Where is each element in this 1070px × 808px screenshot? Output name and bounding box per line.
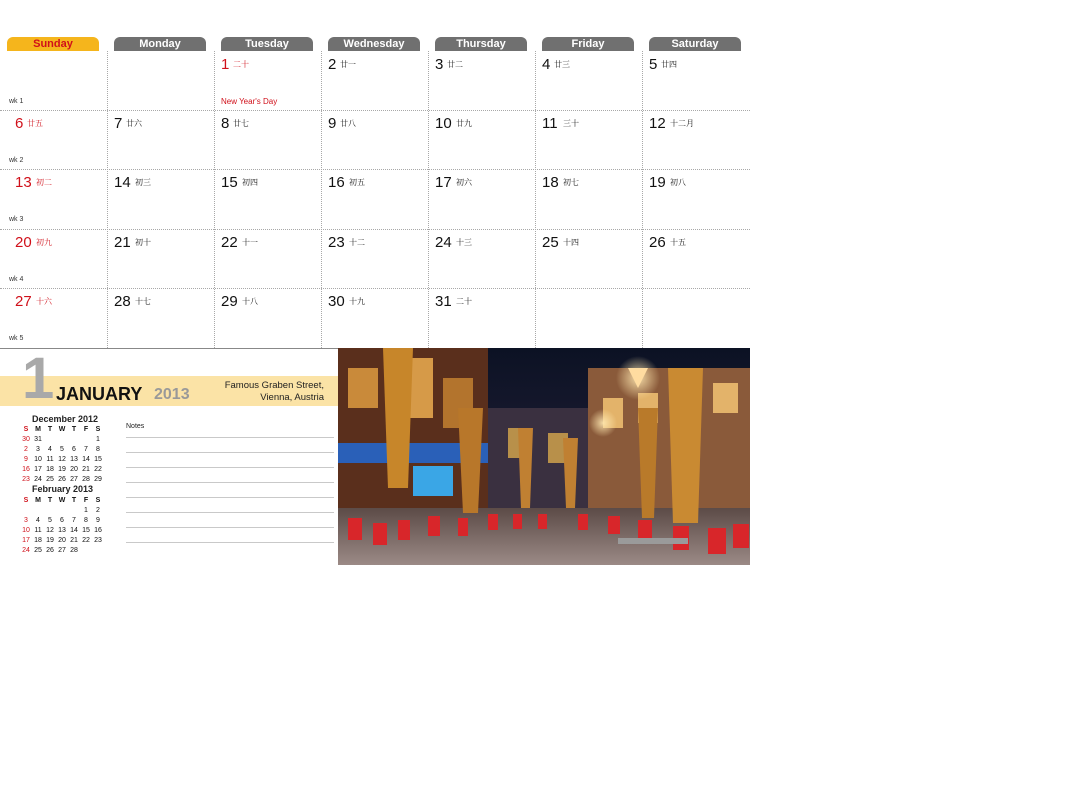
lunar-date: 初二 [36,178,52,187]
year-label: 2013 [154,386,190,403]
mini-weekday-label: M [35,497,41,504]
mini-calendar-next [20,496,104,556]
lunar-date: 廿七 [233,119,249,128]
day-number[interactable]: 1 [221,56,230,73]
day-number[interactable]: 7 [114,115,123,132]
day-header-tuesday: Tuesday [221,37,313,51]
mini-weekday-label: T [47,426,53,433]
lunar-date: 初八 [670,178,686,187]
copyright-text: © COPYRIGHT 2012 [1064,751,1070,808]
mini-day [80,435,92,445]
mini-day: 22 [94,466,102,473]
mini-day: 8 [96,446,100,453]
mini-weekday-label: F [83,497,89,504]
day-header-monday: Monday [114,37,206,51]
vienna-street-image [338,348,750,565]
grid-column-divider [428,51,429,348]
mini-day: 1 [96,436,100,443]
day-number[interactable]: 9 [328,115,337,132]
day-number[interactable]: 24 [435,234,452,251]
mini-day: 3 [36,446,40,453]
notes-line[interactable] [126,497,334,498]
day-number[interactable]: 25 [542,234,559,251]
notes-line[interactable] [126,452,334,453]
mini-day: 19 [46,537,54,544]
lunar-date: 十二月 [670,119,694,128]
mini-day [80,546,92,556]
mini-day: 4 [48,446,52,453]
lunar-date: 十六 [36,297,52,306]
mini-day: 14 [82,456,90,463]
day-number[interactable]: 10 [435,115,452,132]
day-number[interactable]: 28 [114,293,131,310]
lunar-date: 十三 [456,238,472,247]
mini-day: 2 [96,507,100,514]
day-number[interactable]: 19 [649,174,666,191]
notes-line[interactable] [126,542,334,543]
location-line-1: Famous Graben Street, [224,380,324,391]
mini-weekday-label: S [23,497,29,504]
week-number: wk 5 [9,335,24,342]
mini-day: 12 [58,456,66,463]
mini-day: 24 [34,476,42,483]
mini-weekday-label: W [58,426,66,433]
mini-day: 3 [24,517,28,524]
lunar-date: 廿一 [340,60,356,69]
location-line-2: Vienna, Austria [260,392,324,403]
mini-day-overflow: 30 [22,436,30,443]
day-number[interactable]: 17 [435,174,452,191]
mini-day: 16 [94,527,102,534]
day-number[interactable]: 20 [15,234,32,251]
lunar-date: 廿四 [661,60,677,69]
lunar-date: 十九 [349,297,365,306]
lunar-date: 廿二 [447,60,463,69]
mini-day [68,506,80,516]
lunar-date: 十四 [563,238,579,247]
mini-weekday-label: W [58,497,66,504]
day-number[interactable]: 5 [649,56,658,73]
mini-day: 23 [94,537,102,544]
mini-day: 4 [36,517,40,524]
grid-column-divider [642,51,643,348]
mini-day: 18 [46,466,54,473]
month-name: JANUARY [56,384,143,404]
notes-line[interactable] [126,437,334,438]
mini-day: 1 [84,507,88,514]
day-number[interactable]: 23 [328,234,345,251]
day-number[interactable]: 12 [649,115,666,132]
day-number[interactable]: 18 [542,174,559,191]
day-number[interactable]: 27 [15,293,32,310]
mini-day [56,506,68,516]
lunar-date: 十一 [242,238,258,247]
mini-day: 14 [70,527,78,534]
grid-column-divider [214,51,215,348]
mini-day: 13 [58,527,66,534]
lunar-date: 初十 [135,238,151,247]
day-number[interactable]: 22 [221,234,238,251]
notes-label: Notes [126,423,145,430]
holiday-label: New Year's Day [221,97,278,106]
mini-day: 9 [96,517,100,524]
mini-day: 2 [24,446,28,453]
lunar-date: 三十 [563,119,579,128]
notes-line[interactable] [126,482,334,483]
lunar-date: 初四 [242,178,258,187]
lunar-date: 廿八 [340,119,356,128]
mini-calendar-next-title: February 2013 [32,484,94,494]
day-header-sunday: Sunday [7,37,99,51]
day-number[interactable]: 14 [114,174,131,191]
lunar-date: 廿六 [126,119,142,128]
photo-location [212,380,324,404]
mini-day: 25 [46,476,54,483]
mini-day: 10 [22,527,30,534]
day-header-saturday: Saturday [649,37,741,51]
grid-row-divider [0,288,750,289]
day-header-wednesday: Wednesday [328,37,420,51]
grid-column-divider [321,51,322,348]
mini-day: 18 [34,537,42,544]
grid-row-divider [0,229,750,230]
week-number: wk 1 [9,98,24,105]
street-photo [338,348,1070,808]
grid-column-divider [107,51,108,348]
lunar-date: 初五 [349,178,365,187]
lunar-date: 二十 [456,297,472,306]
lunar-date: 廿九 [456,119,472,128]
lunar-date: 廿五 [27,119,43,128]
mini-day-overflow: 31 [34,436,42,443]
mini-day: 29 [94,476,102,483]
mini-day: 21 [82,466,90,473]
mini-day [44,506,56,516]
lunar-date: 十七 [135,297,151,306]
mini-day: 7 [84,446,88,453]
mini-day: 20 [70,466,78,473]
mini-day: 10 [34,456,42,463]
mini-day: 21 [70,537,78,544]
mini-calendar-prev [20,425,104,485]
mini-day: 7 [72,517,76,524]
day-number[interactable]: 8 [221,115,230,132]
mini-day: 23 [22,476,30,483]
week-number: wk 3 [9,216,24,223]
mini-weekday-label: T [71,426,77,433]
mini-day: 5 [60,446,64,453]
day-number[interactable]: 4 [542,56,551,73]
lunar-date: 二十 [233,60,249,69]
mini-day: 19 [58,466,66,473]
month-number: 1 [22,346,55,411]
mini-day: 22 [82,537,90,544]
notes-line[interactable] [126,467,334,468]
mini-day: 6 [60,517,64,524]
week-number: wk 2 [9,157,24,164]
mini-weekday-label: F [83,426,89,433]
day-number[interactable]: 21 [114,234,131,251]
mini-day: 6 [72,446,76,453]
day-number[interactable]: 13 [15,174,32,191]
week-number: wk 4 [9,276,24,283]
mini-day: 5 [48,517,52,524]
mini-weekday-label: S [23,426,29,433]
day-number[interactable]: 29 [221,293,238,310]
lunar-date: 初九 [36,238,52,247]
day-number[interactable]: 3 [435,56,444,73]
grid-row-divider [0,169,750,170]
mini-day: 17 [22,537,30,544]
mini-calendar-prev-title: December 2012 [32,414,99,424]
day-number[interactable]: 31 [435,293,452,310]
lunar-date: 十八 [242,297,258,306]
day-number[interactable]: 16 [328,174,345,191]
lunar-date: 十二 [349,238,365,247]
mini-day: 28 [70,547,78,554]
mini-day: 27 [58,547,66,554]
notes-line[interactable] [126,527,334,528]
mini-day [20,506,32,516]
mini-day: 12 [46,527,54,534]
mini-weekday-label: T [71,497,77,504]
lunar-date: 廿三 [554,60,570,69]
mini-weekday-label: T [47,497,53,504]
mini-day: 13 [70,456,78,463]
mini-day: 8 [84,517,88,524]
notes-line[interactable] [126,512,334,513]
mini-day [56,435,68,445]
day-number[interactable]: 26 [649,234,666,251]
mini-day: 24 [22,547,30,554]
lunar-date: 初七 [563,178,579,187]
mini-day [44,435,56,445]
day-number[interactable]: 2 [328,56,337,73]
day-number[interactable]: 11 [542,115,558,132]
mini-day [92,546,104,556]
mini-day: 15 [82,527,90,534]
mini-day: 16 [22,466,30,473]
day-number[interactable]: 15 [221,174,238,191]
mini-day: 11 [34,527,42,534]
grid-row-divider [0,110,750,111]
mini-day: 26 [46,547,54,554]
grid-column-divider [535,51,536,348]
mini-day [32,506,44,516]
day-header-thursday: Thursday [435,37,527,51]
lunar-date: 十五 [670,238,686,247]
mini-day: 25 [34,547,42,554]
day-number[interactable]: 30 [328,293,345,310]
mini-day: 26 [58,476,66,483]
mini-weekday-label: M [35,426,41,433]
mini-day: 28 [82,476,90,483]
mini-day: 11 [46,456,54,463]
mini-day: 15 [94,456,102,463]
mini-day: 9 [24,456,28,463]
mini-day: 27 [70,476,78,483]
mini-day [68,435,80,445]
lunar-date: 初三 [135,178,151,187]
lunar-date: 初六 [456,178,472,187]
day-header-friday: Friday [542,37,634,51]
mini-weekday-label: S [95,497,101,504]
mini-day: 17 [34,466,42,473]
mini-day: 20 [58,537,66,544]
mini-weekday-label: S [95,426,101,433]
day-number[interactable]: 6 [15,115,24,132]
